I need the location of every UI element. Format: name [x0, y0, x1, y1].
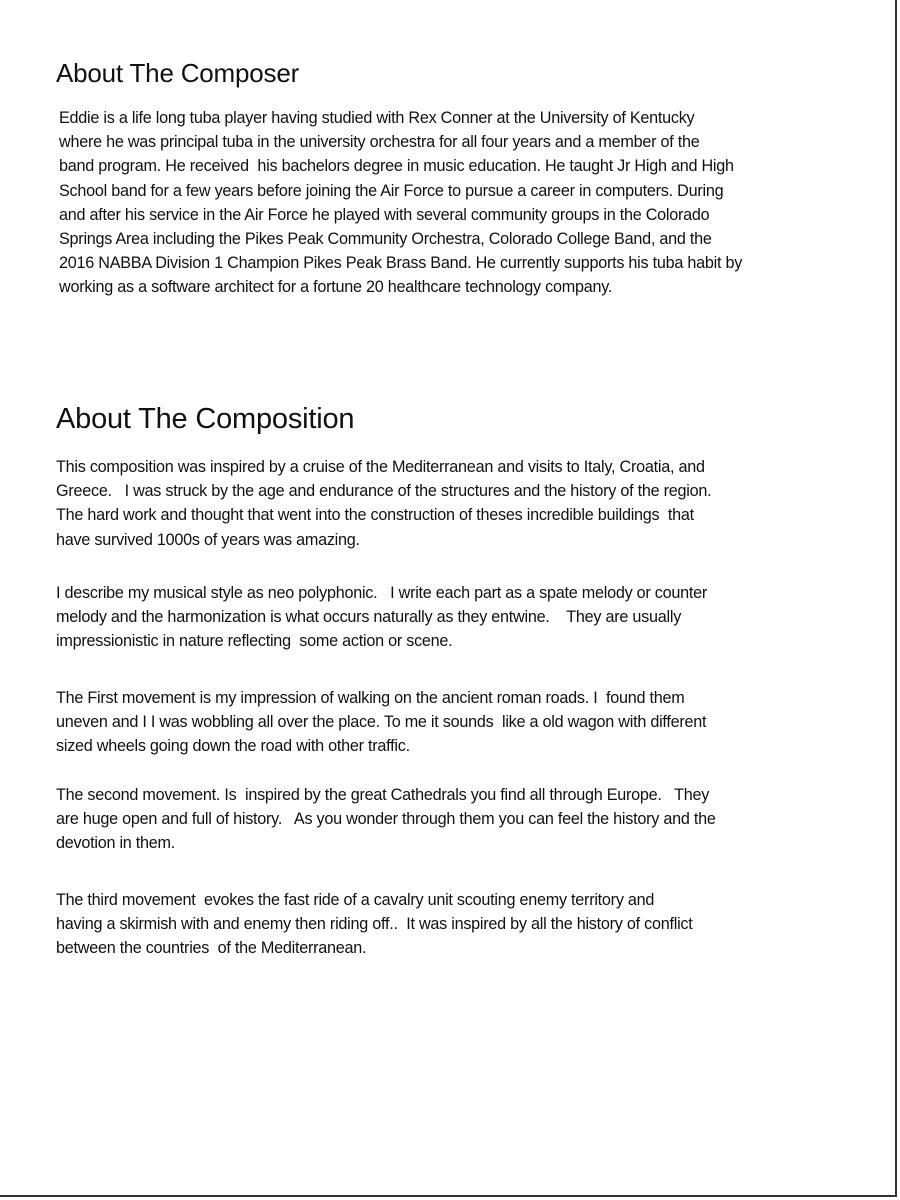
- text-line: melody and the harmonization is what occurs naturally as they entwine. They are usually: [56, 608, 682, 627]
- text-line: 2016 NABBA Division 1 Champion Pikes Peak Brass Band. He currently supports his tuba habit by: [59, 254, 743, 273]
- text-line: Springs Area including the Pikes Peak Community Orchestra, Colorado College Band, and the: [59, 230, 712, 249]
- first-movement-paragraph: [56, 686, 706, 759]
- second-movement-paragraph: [56, 783, 716, 856]
- text-line: are huge open and full of history. As you wonder through them you can feel the history and the: [56, 810, 716, 829]
- composer-heading: About The Composer: [56, 58, 300, 88]
- text-line: impressionistic in nature reflecting some action or scene.: [56, 632, 453, 651]
- text-line: devotion in them.: [56, 834, 176, 853]
- text-line: where he was principal tuba in the university orchestra for all four years and a member of the: [59, 133, 700, 152]
- text-line: have survived 1000s of years was amazing.: [56, 530, 360, 549]
- text-line: This composition was inspired by a cruise of the Mediterranean and visits to Italy, Croatia, and: [56, 458, 705, 476]
- musical-style-paragraph: [56, 581, 707, 654]
- text-line: Greece. I was struck by the age and endurance of the structures and the history of the region.: [56, 482, 712, 501]
- text-line: The second movement. Is inspired by the great Cathedrals you find all through Europe. They: [56, 786, 710, 804]
- text-line: and after his service in the Air Force he played with several community groups in the Colorado: [59, 205, 710, 224]
- text-line: between the countries of the Mediterranean.: [56, 939, 367, 958]
- text-line: The First movement is my impression of walking on the ancient roman roads. I found them: [56, 689, 685, 707]
- text-line: uneven and I I was wobbling all over the place. To me it sounds like a old wagon with different: [56, 713, 707, 732]
- text-line: having a skirmish with and enemy then riding off.. It was inspired by all the history of conflict: [56, 915, 693, 934]
- text-line: band program. He received his bachelors degree in music education. He taught Jr High and High: [59, 157, 734, 176]
- composer-bio-paragraph: [59, 106, 742, 300]
- third-movement-paragraph: [56, 888, 693, 961]
- text-line: sized wheels going down the road with other traffic.: [56, 737, 410, 756]
- text-line: I describe my musical style as neo polyphonic. I write each part as a spate melody or counter: [56, 584, 708, 602]
- text-line: Eddie is a life long tuba player having studied with Rex Conner at the University of Kentucky: [59, 109, 695, 127]
- text-line: working as a software architect for a fortune 20 healthcare technology company.: [59, 278, 613, 297]
- text-line: School band for a few years before joining the Air Force to pursue a career in computers. During: [59, 181, 724, 200]
- composition-heading: About The Composition: [56, 403, 355, 435]
- text-line: The third movement evokes the fast ride of a cavalry unit scouting enemy territory and: [56, 891, 655, 909]
- inspiration-paragraph: [56, 455, 711, 552]
- text-line: The hard work and thought that went into the construction of theses incredible buildings that: [56, 506, 694, 525]
